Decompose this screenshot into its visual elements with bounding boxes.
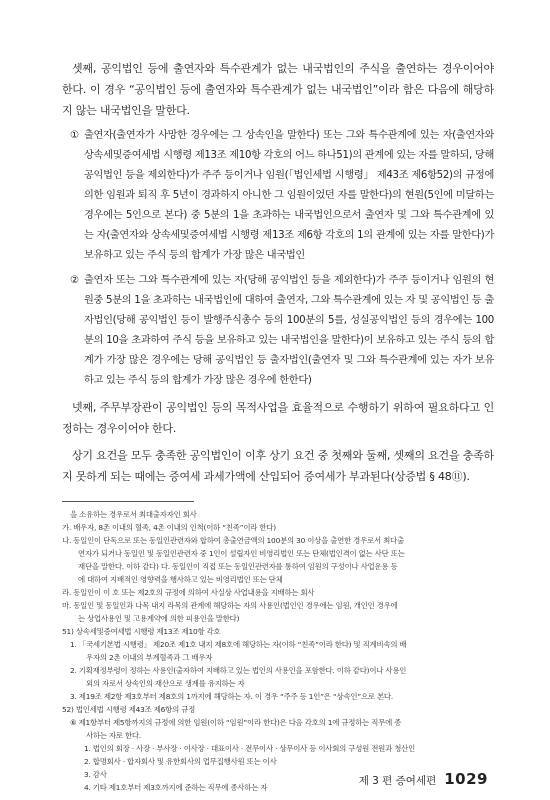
page-footer xyxy=(359,770,488,788)
paragraph-conclusion: 상기 요건을 모두 충족한 공익법인이 이후 상기 요건 중 첫째와 둘째, 셋째의 요건을 충족하지 못하게 되는 때에는 증여세 과세가액에 산입되어 증여세가 부과된다(상증법 § 48⑪). xyxy=(62,449,494,483)
footnote-line: 재단을 말한다. 이하 같다) 다. 동일인이 직접 또는 동일인관련자를 통하여 임원의 구성이나 사업운용 등 xyxy=(78,562,398,571)
footnote-line: 2. 기획재정부령이 정하는 사용인(출자하여 지배하고 있는 법인의 사용인을 포함한다. 이하 같다)이나 사용인 xyxy=(70,666,407,675)
footnote-line: 우자의 2촌 이내의 부계혈족과 그 배우자 xyxy=(86,653,213,662)
footnote-line: 3. 제19조 제2항 제3호부터 제8호의 1까지에 해당하는 자. 이 경우 “주주 등 1인”은 “상속인”으로 본다. xyxy=(70,692,394,701)
footnote-line: 1. 「국세기본법 시행령」 제20조 제1호 내지 제8호에 해당하는 자(이하 “친족”이라 한다) 및 직계비속의 배 xyxy=(70,640,407,649)
footnote-line: 가. 배우자, 8촌 이내의 혈족, 4촌 이내의 인척(이하 “친족”이라 한다) xyxy=(62,523,276,532)
footnote-line: 에 대하여 지배적인 영향력을 행사하고 있는 비영리법인 또는 단체 xyxy=(78,575,283,584)
footnote-divider xyxy=(62,501,194,502)
list-item-2-text: 출연자 또는 그와 특수관계에 있는 자(당해 공익법인 등을 제외한다)가 주주 등이거나 임원의 현원중 5분의 1을 초과하는 내국법인에 대하여 출연자, 그와 특수관계에 있는 자 및 공익법인 등 출자법인(당해 공익법인 등이 발행주식총수 등의 100분의 5를, 성실공익법인 등의 경우에는 100분의 10을 초과하여 주식 등을 보유하고 있는 내국법인을 말한다)이 보유하고 있는 주식 등의 합계가 가장 많은 경우에는 당해 공익법인 등 출자법인(출연자 및 그와 특수관계에 있는 자가 보유하고 있는 주식 등의 합계가 가장 많은 경우에 한한다) xyxy=(84,275,494,386)
list-item-1-text: 출연자(출연자가 사망한 경우에는 그 상속인을 말한다) 또는 그와 특수관계에 있는 자(출연자와 상속세및증여세법 시행령 제13조 제10항 각호의 어느 하나51)의 관계에 있는 자를 말하되, 당해 공익법인 등을 제외한다)가 주주 등이거나 임원(「법인세법 시행령」 제43조 제6항52)의 규정에 의한 임원과 퇴직 후 5년이 경과하지 아니한 그 임원이었던 자를 말한다)의 현원(5인에 미달하는 경우에는 5인으로 본다) 중 5분의 1을 초과하는 내국법인으로서 출연자 및 그와 특수관계에 있는 자(출연자와 상속세및증여세법 시행령 제13조 제6항 각호의 1의 관계에 있는 자를 말한다)가 보유하고 있는 주식 등의 합계가 가장 많은 내국법인 xyxy=(84,130,494,261)
footnote-line: 1. 법인의 회장 · 사장 · 부사장 · 이사장 · 대표이사 · 전무이사 · 상무이사 등 이사회의 구성원 전원과 청산인 xyxy=(84,744,416,753)
section-label: 제 3 편 증여세편 xyxy=(358,775,437,787)
list-item-1 xyxy=(70,126,494,266)
footnote-line: 라. 동일인이 이 호 또는 제2호의 규정에 의하여 사실상 사업내용을 지배하는 회사 xyxy=(62,588,315,597)
list-item-2 xyxy=(70,271,494,391)
page-number: 1029 xyxy=(444,770,488,788)
footnote-line: 2. 합명회사 · 합자회사 및 유한회사의 업무집행사원 또는 이사 xyxy=(84,757,277,766)
footnotes-section xyxy=(62,508,494,794)
page-body xyxy=(62,58,494,794)
footnote-line: 연자가 되거나 동일인 및 동일인관련자 중 1인이 설립자인 비영리법인 또는 단체(법인격이 없는 사단 또는 xyxy=(78,549,405,558)
footnote-line: 을 소유하는 경우로서 최대출자자인 회사 xyxy=(70,510,197,519)
footnote-line: 외의 자로서 상속인의 재산으로 생계를 유지하는 자 xyxy=(86,679,245,688)
paragraph-third-requirement: 셋째, 공익법인 등에 출연자와 특수관계가 없는 내국법인의 주식을 출연하는 경우이어야 한다. 이 경우 “공익법인 등에 출연자와 특수관계가 없는 내국법인”이라 함은 다음에 해당하지 않는 내국법인을 말한다. xyxy=(62,62,494,117)
footnote-line: 사하는 자로 한다. xyxy=(86,731,142,740)
circled-number-marker: ② xyxy=(70,275,79,286)
footnote-line: 3. 감사 xyxy=(84,770,107,779)
footnote-line: 마. 동일인 및 동일인과 나목 내지 라목의 관계에 해당하는 자의 사용인(법인인 경우에는 임원, 개인인 경우에 xyxy=(62,601,398,610)
footnote-line: 나. 동일인이 단독으로 또는 동일인관련자와 합하여 총출연금액의 100분의 30 이상을 출연한 경우로서 최다출 xyxy=(62,536,404,545)
paragraph-fourth-requirement: 넷째, 주무부장관이 공익법인 등의 목적사업을 효율적으로 수행하기 위하여 필요하다고 인정하는 경우이어야 한다. xyxy=(62,401,494,435)
circled-number-marker: ① xyxy=(70,130,79,141)
footnote-line: 51) 상속세및증여세법 시행령 제13조 제10항 각호 xyxy=(62,627,221,636)
footnote-line: 는 상업사용인 및 고용계약에 의한 피용인을 말한다) xyxy=(78,614,240,623)
footnote-line: 4. 기타 제1호부터 제3호까지에 준하는 직무에 종사하는 자 xyxy=(84,783,268,792)
footnote-line: ⑥ 제1항부터 제5항까지의 규정에 의한 임원(이하 “임원”이라 한다)은 다음 각호의 1에 규정하는 직무에 종 xyxy=(70,718,402,727)
footnote-line: 52) 법인세법 시행령 제43조 제6항의 규정 xyxy=(62,705,196,714)
